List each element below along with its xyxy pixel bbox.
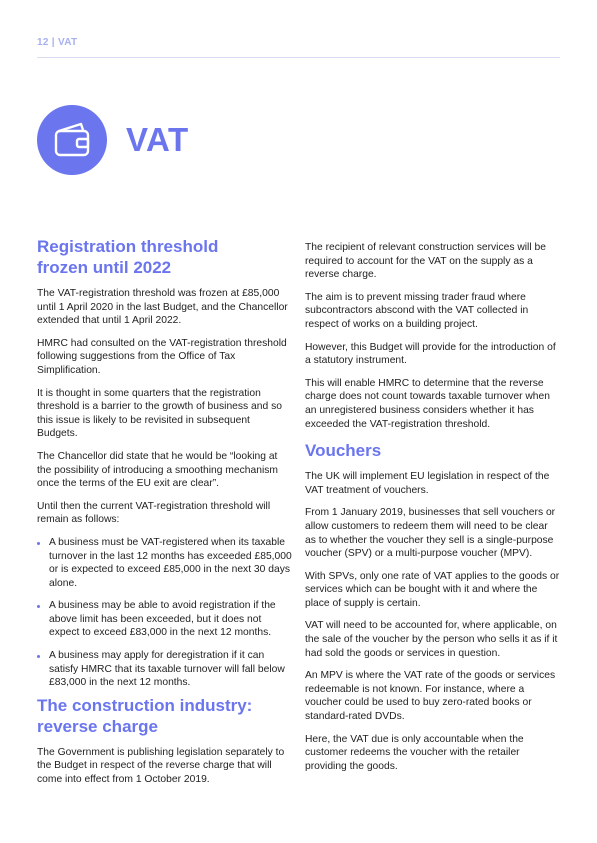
heading-line: Registration threshold (37, 237, 219, 256)
heading-line: reverse charge (37, 716, 158, 736)
bullet-item: A business may apply for deregistration if it can satisfy HMRC that its taxable turnover will fall below £83,000 in the next 12 months. (37, 649, 292, 690)
paragraph: Here, the VAT due is only accountable when the customer redeems the voucher with the retailer providing the goods. (305, 733, 524, 772)
paragraph: With SPVs, only one rate of VAT applies to the goods or services which can be bought with it and where the place of supply is certain. (305, 570, 560, 609)
threshold-bullet-list (37, 536, 292, 690)
section-heading-vouchers: Vouchers (305, 441, 382, 461)
paragraph: VAT will need to be accounted for, where applicable, on the sale of the voucher by the person who sells it as if it had sold the goods or services in question. (305, 620, 558, 659)
heading-line: frozen until 2022 (37, 258, 172, 277)
paragraph: An MPV is where the VAT rate of the goods or services redeemable is not known. For instance, where a voucher could be used to buy zero-rated books or standard-rated DVDs. (305, 670, 556, 723)
bullet-item: A business must be VAT-registered when its taxable turnover in the last 12 months has exceeded £85,000 or is expected to exceed £85,000 in the next 30 days alone. (37, 536, 292, 590)
paragraph: It is thought in some quarters that the registration threshold is a barrier to the growth of business and so this issue is likely to be revisited in subsequent Budgets. (37, 387, 282, 440)
paragraph: The VAT-registration threshold was frozen at £85,000 until 1 April 2020 in the last Budget, and the Chancellor extended that until 1 April 2022. (37, 288, 288, 327)
paragraph: HMRC had consulted on the VAT-registration threshold following suggestions from the Office of Tax Simplification. (37, 337, 287, 376)
header-divider (37, 57, 560, 58)
section-heading-registration-threshold (37, 236, 292, 278)
page-header: 12 | VAT (37, 37, 78, 48)
wallet-icon (37, 105, 107, 175)
paragraph: The aim is to prevent missing trader fraud where subcontractors abscond with the VAT collected in respect of works on a building project. (305, 291, 529, 330)
paragraph: The Government is publishing legislation separately to the Budget in respect of the reverse charge that will come into effect from 1 October 2019. (37, 746, 285, 786)
left-column (37, 236, 292, 796)
paragraph: The Chancellor did state that he would be “looking at the possibility of introducing a smoothing mechanism once the terms of the EU exit are clear”. (37, 450, 278, 490)
paragraph: The UK will implement EU legislation in respect of the VAT treatment of vouchers. (305, 471, 550, 496)
bullet-item: A business may be able to avoid registration if the above limit has been exceeded, but it does not expect to exceed £83,000 in the next 12 months. (37, 599, 292, 640)
paragraph: Until then the current VAT-registration threshold will remain as follows: (37, 500, 271, 526)
paragraph: However, this Budget will provide for the introduction of a statutory instrument. (305, 341, 556, 367)
page-title: VAT (126, 121, 189, 158)
paragraph: From 1 January 2019, businesses that sell vouchers or allow customers to redeem them will need to be clear as to whether the voucher they sell is a single-purpose voucher (SPV) or a multi-purpose voucher (MPV). (305, 507, 556, 560)
right-column (305, 241, 560, 782)
section-heading-construction-industry (37, 695, 292, 737)
paragraph: This will enable HMRC to determine that the reverse charge does not count towards taxable turnover when an unregistered business considers whether it has exceeded the VAT-registration threshold. (305, 377, 550, 430)
heading-line: The construction industry: (37, 695, 253, 715)
paragraph: The recipient of relevant construction services will be required to account for the VAT on the supply as a reverse charge. (305, 242, 546, 281)
